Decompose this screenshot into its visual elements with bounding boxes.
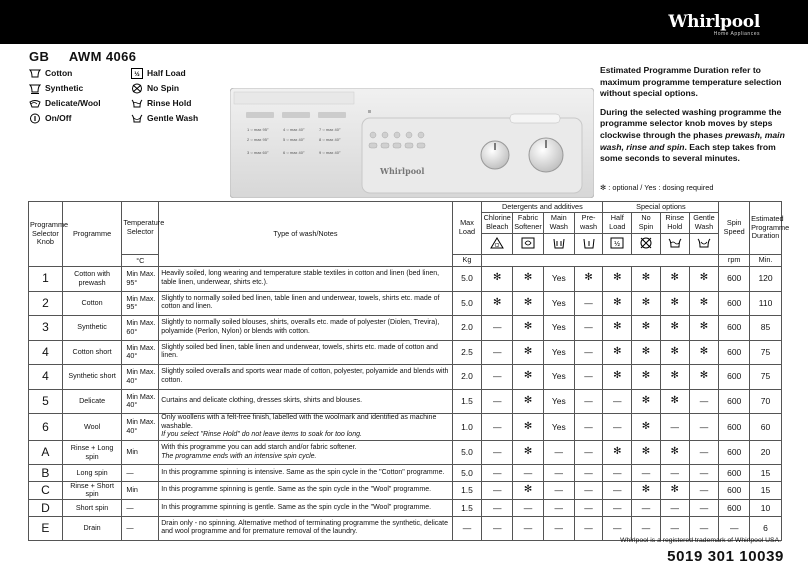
header-fabric: Fabric Softener: [513, 213, 544, 234]
trademark-note: Whirlpool is a registered trademark of Whirlpool USA.: [620, 537, 781, 544]
option-chlorine: ✻: [482, 291, 513, 316]
legend-item-cotton: Cotton: [29, 66, 101, 81]
option-rinse: ✻: [660, 389, 689, 414]
option-gentle: ✻: [689, 365, 719, 390]
wash-notes: Drain only - no spinning. Alternative method of terminating programme the synthetic, delicate and wool programme and for premature removal of the laundry.: [159, 516, 452, 541]
spin-speed: 600: [719, 316, 750, 341]
programme-name: Long spin: [62, 465, 121, 482]
rinse-hold-icon-cell: [660, 234, 689, 255]
duration: 110: [750, 291, 782, 316]
header-main-wash: Main Wash: [543, 213, 574, 234]
table-row: [29, 465, 782, 482]
header-gentle-wash: Gentle Wash: [689, 213, 719, 234]
header-duration: Estimated Programme Duration: [750, 202, 782, 255]
wash-notes: In this programme spinning is gentle. Same as the spin cycle in the "Wool" programme.: [159, 481, 452, 499]
max-load: 2.5: [452, 340, 482, 365]
legend-item-no-spin: No Spin: [131, 81, 198, 96]
rinse-hold-icon: [131, 98, 143, 109]
programme-name: Rinse + Long spin: [62, 440, 121, 465]
temperature: —: [122, 500, 159, 517]
header-bar: [0, 0, 808, 44]
temperature: Min: [122, 440, 159, 465]
option-pre: —: [574, 440, 603, 465]
wash-notes: Slightly to normally soiled blouses, shirts, overalls etc. made of polyester (Diolen, Trevira), polyamide (Perlon, Nylon) or blends with cotton.: [159, 316, 452, 341]
programme-knob: 5: [29, 389, 63, 414]
programme-name: Cotton short: [62, 340, 121, 365]
brand-name: Whirlpool: [668, 12, 760, 32]
option-main: —: [543, 500, 574, 517]
option-nospin: —: [632, 465, 661, 482]
programme-name: Rinse + Short spin: [62, 481, 121, 499]
max-load: —: [452, 516, 482, 541]
unit-load: Kg: [452, 255, 482, 267]
option-half: —: [603, 414, 632, 441]
spin-speed: 600: [719, 414, 750, 441]
option-chlorine: —: [482, 365, 513, 390]
legend-item-rinse-hold: Rinse Hold: [131, 96, 198, 111]
note-paragraph-2: During the selected washing programme the programme selector knob moves by steps clockwise through the phases prewash, main wash, rinse and spin. Each step takes from some seconds to several minutes.: [600, 106, 785, 164]
half-load-icon: [610, 237, 624, 249]
country-code: GB: [29, 49, 50, 64]
duration: 20: [750, 440, 782, 465]
control-panel-illustration: [230, 88, 594, 198]
option-main: —: [543, 465, 574, 482]
cotton-icon: [29, 68, 41, 79]
option-fabric: ✻: [513, 291, 544, 316]
option-gentle: ✻: [689, 291, 719, 316]
header-prewash: Pre-wash: [574, 213, 603, 234]
option-chlorine: ✻: [482, 267, 513, 292]
brand-subtitle: Home Appliances: [713, 31, 760, 37]
table-row: [29, 365, 782, 390]
option-main: Yes: [543, 365, 574, 390]
option-fabric: —: [513, 465, 544, 482]
temperature: —: [122, 516, 159, 541]
programme-knob: 6: [29, 414, 63, 441]
programme-rows: [29, 267, 782, 541]
option-gentle: —: [689, 481, 719, 499]
max-load: 5.0: [452, 291, 482, 316]
gentle-wash-icon-cell: [689, 234, 719, 255]
fabric-softener-icon: [521, 237, 535, 249]
option-nospin: ✻: [632, 440, 661, 465]
legend-item-half-load: ½ Half Load: [131, 66, 198, 81]
model-name: AWM 4066: [68, 49, 137, 64]
option-chlorine: —: [482, 440, 513, 465]
panel-label-2-1: 2 ○ max 95°: [247, 137, 269, 142]
option-main: Yes: [543, 267, 574, 292]
temperature: Min Max. 95°: [122, 267, 159, 292]
programme-name: Drain: [62, 516, 121, 541]
unit-spacer: [482, 255, 719, 267]
duration-notes: [600, 65, 790, 172]
option-rinse: ✻: [660, 365, 689, 390]
programme-knob: C: [29, 481, 63, 499]
gentle-wash-icon: [697, 237, 711, 249]
option-fabric: ✻: [513, 365, 544, 390]
duration: 70: [750, 389, 782, 414]
option-pre: —: [574, 516, 603, 541]
header-half-load: Half Load: [603, 213, 632, 234]
spin-speed: 600: [719, 291, 750, 316]
half-load-icon: [131, 68, 143, 79]
programme-name: Delicate: [62, 389, 121, 414]
header-spin: Spin Speed: [719, 202, 750, 255]
option-half: ✻: [603, 291, 632, 316]
fabric-icon-cell: [513, 234, 544, 255]
spin-speed: 600: [719, 500, 750, 517]
option-chlorine: —: [482, 500, 513, 517]
option-rinse: —: [660, 465, 689, 482]
programme-name: Cotton with prewash: [62, 267, 121, 292]
table-row: [29, 340, 782, 365]
programme-name: Synthetic short: [62, 365, 121, 390]
wash-notes: Slightly soiled bed linen, table linen and underwear, towels, shirts etc. made of cotton and linen.: [159, 340, 452, 365]
programme-name: Synthetic: [62, 316, 121, 341]
duration: 10: [750, 500, 782, 517]
option-half: ✻: [603, 365, 632, 390]
max-load: 1.0: [452, 414, 482, 441]
table-row: [29, 414, 782, 441]
programme-knob: 4: [29, 340, 63, 365]
option-fabric: ✻: [513, 316, 544, 341]
table-row: [29, 316, 782, 341]
option-gentle: —: [689, 389, 719, 414]
duration: 75: [750, 340, 782, 365]
option-gentle: —: [689, 465, 719, 482]
option-rinse: —: [660, 516, 689, 541]
programme-knob: 2: [29, 291, 63, 316]
option-fabric: ✻: [513, 340, 544, 365]
table-row: [29, 481, 782, 499]
temperature: Min Max. 40°: [122, 340, 159, 365]
programme-name: Wool: [62, 414, 121, 441]
option-fabric: ✻: [513, 389, 544, 414]
option-main: Yes: [543, 389, 574, 414]
panel-label-3-2: 6 ○ max 40°: [283, 150, 305, 155]
option-half: —: [603, 516, 632, 541]
wash-notes-text: With this programme you can add starch and/or fabric softener.: [161, 443, 357, 451]
option-main: —: [543, 481, 574, 499]
gentle-wash-icon: [131, 113, 143, 124]
option-nospin: ✻: [632, 267, 661, 292]
svg-text:½: ½: [614, 240, 621, 248]
max-load: 5.0: [452, 440, 482, 465]
option-gentle: —: [689, 414, 719, 441]
temperature: Min Max. 40°: [122, 365, 159, 390]
panel-label-3-3: 9 ○ max 40°: [319, 150, 341, 155]
wash-notes-hint: The programme ends with an intensive spin cycle.: [161, 452, 317, 460]
programme-table: [28, 201, 790, 541]
duration: 75: [750, 365, 782, 390]
option-fabric: —: [513, 516, 544, 541]
rinse-hold-icon: [668, 237, 682, 249]
max-load: 5.0: [452, 465, 482, 482]
temperature: Min Max. 95°: [122, 291, 159, 316]
option-pre: —: [574, 291, 603, 316]
option-rinse: —: [660, 500, 689, 517]
option-main: Yes: [543, 291, 574, 316]
max-load: 1.5: [452, 481, 482, 499]
header-type: Type of wash/Notes: [159, 202, 452, 267]
programme-knob: 1: [29, 267, 63, 292]
wash-notes: Curtains and delicate clothing, dresses skirts, shirts and blouses.: [159, 389, 452, 414]
temperature: Min: [122, 481, 159, 499]
panel-label-1-3: 7 ○ max 40°: [319, 127, 341, 132]
temperature: Min Max. 60°: [122, 316, 159, 341]
option-fabric: ✻: [513, 414, 544, 441]
legend-item-gentle-wash: Gentle Wash: [131, 111, 198, 126]
option-fabric: ✻: [513, 481, 544, 499]
spin-speed: 600: [719, 389, 750, 414]
option-nospin: ✻: [632, 291, 661, 316]
legend-item-synthetic: Synthetic: [29, 81, 101, 96]
table-row: [29, 267, 782, 292]
header-chlorine: Chlorine Bleach: [482, 213, 513, 234]
option-main: —: [543, 516, 574, 541]
option-nospin: ✻: [632, 414, 661, 441]
spin-speed: 600: [719, 465, 750, 482]
temperature: —: [122, 465, 159, 482]
max-load: 2.0: [452, 365, 482, 390]
option-pre: —: [574, 414, 603, 441]
delicate-wool-icon: [29, 98, 41, 109]
option-gentle: ✻: [689, 340, 719, 365]
legend-column-2: [131, 66, 198, 126]
half-load-icon-cell: [603, 234, 632, 255]
programme-knob: B: [29, 465, 63, 482]
option-rinse: —: [660, 414, 689, 441]
unit-spin: rpm: [719, 255, 750, 267]
wash-notes: Heavily soiled, long wearing and temperature stable textiles in cotton and linen (bed linen, table linen, underwear, shirts etc.).: [159, 267, 452, 292]
option-chlorine: —: [482, 389, 513, 414]
wash-notes-text: Only woollens with a felt-free finish, labelled with the woolmark and identified as machine washable.: [161, 414, 437, 430]
option-gentle: —: [689, 516, 719, 541]
option-gentle: ✻: [689, 267, 719, 292]
legend-item-delicate-wool: Delicate/Wool: [29, 96, 101, 111]
programme-knob: 3: [29, 316, 63, 341]
option-half: ✻: [603, 267, 632, 292]
option-gentle: —: [689, 500, 719, 517]
duration: 60: [750, 414, 782, 441]
main-wash-icon-cell: [543, 234, 574, 255]
option-chlorine: —: [482, 414, 513, 441]
spin-speed: —: [719, 516, 750, 541]
no-spin-icon: [131, 83, 143, 94]
option-chlorine: —: [482, 340, 513, 365]
option-gentle: ✻: [689, 316, 719, 341]
on-off-icon: [29, 113, 41, 124]
option-pre: —: [574, 481, 603, 499]
option-fabric: ✻: [513, 440, 544, 465]
option-pre: —: [574, 340, 603, 365]
chlorine-bleach-icon: [490, 237, 504, 249]
wash-notes: Slightly soiled overalls and sports wear made of cotton, polyester, polyamide and blends with cotton.: [159, 365, 452, 390]
option-rinse: ✻: [660, 481, 689, 499]
option-pre: —: [574, 500, 603, 517]
header-knob: Programme Selector Knob: [29, 202, 63, 267]
panel-brand: Whirlpool: [380, 166, 425, 176]
option-pre: —: [574, 389, 603, 414]
option-half: —: [603, 465, 632, 482]
duration: 15: [750, 481, 782, 499]
main-wash-icon: [552, 237, 566, 249]
brand-logo: [668, 12, 760, 37]
note-paragraph-1: Estimated Programme Duration refer to maximum programme temperature selection without special options.: [600, 65, 782, 99]
panel-label-1-1: 1 ○ max 95°: [247, 127, 269, 132]
model-heading: [29, 49, 136, 64]
programme-knob: 4: [29, 365, 63, 390]
programme-name: Cotton: [62, 291, 121, 316]
svg-text:Cl: Cl: [494, 242, 500, 249]
prewash-icon: [582, 237, 596, 249]
svg-text:½: ½: [134, 71, 140, 78]
panel-label-1-2: 4 ○ max 40°: [283, 127, 305, 132]
max-load: 1.5: [452, 500, 482, 517]
option-main: Yes: [543, 340, 574, 365]
duration: 6: [750, 516, 782, 541]
header-programme: Programme: [62, 202, 121, 267]
option-nospin: —: [632, 516, 661, 541]
panel-label-2-3: 8 ○ max 40°: [319, 137, 341, 142]
option-pre: —: [574, 365, 603, 390]
spin-speed: 600: [719, 365, 750, 390]
spin-speed: 600: [719, 440, 750, 465]
option-rinse: ✻: [660, 440, 689, 465]
table-row: [29, 500, 782, 517]
option-half: ✻: [603, 340, 632, 365]
header-max-load: Max Load: [452, 202, 482, 255]
option-main: Yes: [543, 414, 574, 441]
duration: 120: [750, 267, 782, 292]
option-pre: —: [574, 316, 603, 341]
option-nospin: ✻: [632, 316, 661, 341]
option-nospin: —: [632, 500, 661, 517]
duration: 85: [750, 316, 782, 341]
symbol-key: ✻ : optional / Yes : dosing required: [600, 183, 714, 192]
panel-label-2-2: 5 ○ max 40°: [283, 137, 305, 142]
spin-speed: 600: [719, 340, 750, 365]
option-nospin: ✻: [632, 340, 661, 365]
prewash-icon-cell: [574, 234, 603, 255]
option-half: —: [603, 481, 632, 499]
legend-item-on-off: On/Off: [29, 111, 101, 126]
wash-notes-hint: If you select "Rinse Hold" do not leave items to soak for too long.: [161, 431, 362, 439]
wash-notes: In this programme spinning is intensive. Same as the spin cycle in the "Cotton" programme.: [159, 465, 452, 482]
option-pre: ✻: [574, 267, 603, 292]
header-temp: Temperature Selector: [122, 202, 159, 255]
max-load: 5.0: [452, 267, 482, 292]
max-load: 2.0: [452, 316, 482, 341]
spin-speed: 600: [719, 267, 750, 292]
option-main: —: [543, 440, 574, 465]
option-fabric: —: [513, 500, 544, 517]
legend-column-1: [29, 66, 101, 126]
spin-speed: 600: [719, 481, 750, 499]
wash-notes: [159, 414, 452, 441]
table-row: [29, 440, 782, 465]
option-chlorine: —: [482, 465, 513, 482]
option-gentle: —: [689, 440, 719, 465]
option-chlorine: —: [482, 516, 513, 541]
header-rinse-hold: Rinse Hold: [660, 213, 689, 234]
panel-label-3-1: 3 ○ max 60°: [247, 150, 269, 155]
option-chlorine: —: [482, 481, 513, 499]
option-rinse: ✻: [660, 316, 689, 341]
option-chlorine: —: [482, 316, 513, 341]
temperature: Min Max. 40°: [122, 414, 159, 441]
option-fabric: ✻: [513, 267, 544, 292]
option-rinse: ✻: [660, 340, 689, 365]
header-special: Special options: [603, 202, 719, 213]
wash-notes: Slightly to normally soiled bed linen, table linen and underwear, towels, shirts etc. made of cotton and linen.: [159, 291, 452, 316]
table-row: [29, 291, 782, 316]
temperature: Min Max. 40°: [122, 389, 159, 414]
option-nospin: ✻: [632, 365, 661, 390]
chlorine-icon-cell: [482, 234, 513, 255]
no-spin-icon: [639, 237, 653, 249]
option-main: Yes: [543, 316, 574, 341]
no-spin-icon-cell: [632, 234, 661, 255]
option-nospin: ✻: [632, 389, 661, 414]
option-pre: —: [574, 465, 603, 482]
programme-knob: A: [29, 440, 63, 465]
programme-knob: D: [29, 500, 63, 517]
duration: 15: [750, 465, 782, 482]
option-half: —: [603, 389, 632, 414]
option-half: —: [603, 500, 632, 517]
wash-notes: In this programme spinning is gentle. Same as the spin cycle in the "Wool" programme.: [159, 500, 452, 517]
header-no-spin: No Spin: [632, 213, 661, 234]
document-code: 5019 301 10039: [667, 548, 784, 565]
programme-name: Short spin: [62, 500, 121, 517]
table-row: [29, 389, 782, 414]
max-load: 1.5: [452, 389, 482, 414]
option-rinse: ✻: [660, 267, 689, 292]
header-detergents: Detergents and additives: [482, 202, 603, 213]
programme-knob: E: [29, 516, 63, 541]
unit-duration: Min.: [750, 255, 782, 267]
synthetic-icon: [29, 83, 41, 94]
option-nospin: ✻: [632, 481, 661, 499]
option-half: ✻: [603, 440, 632, 465]
option-rinse: ✻: [660, 291, 689, 316]
option-half: ✻: [603, 316, 632, 341]
wash-notes: [159, 440, 452, 465]
unit-temp: °C: [122, 255, 159, 267]
